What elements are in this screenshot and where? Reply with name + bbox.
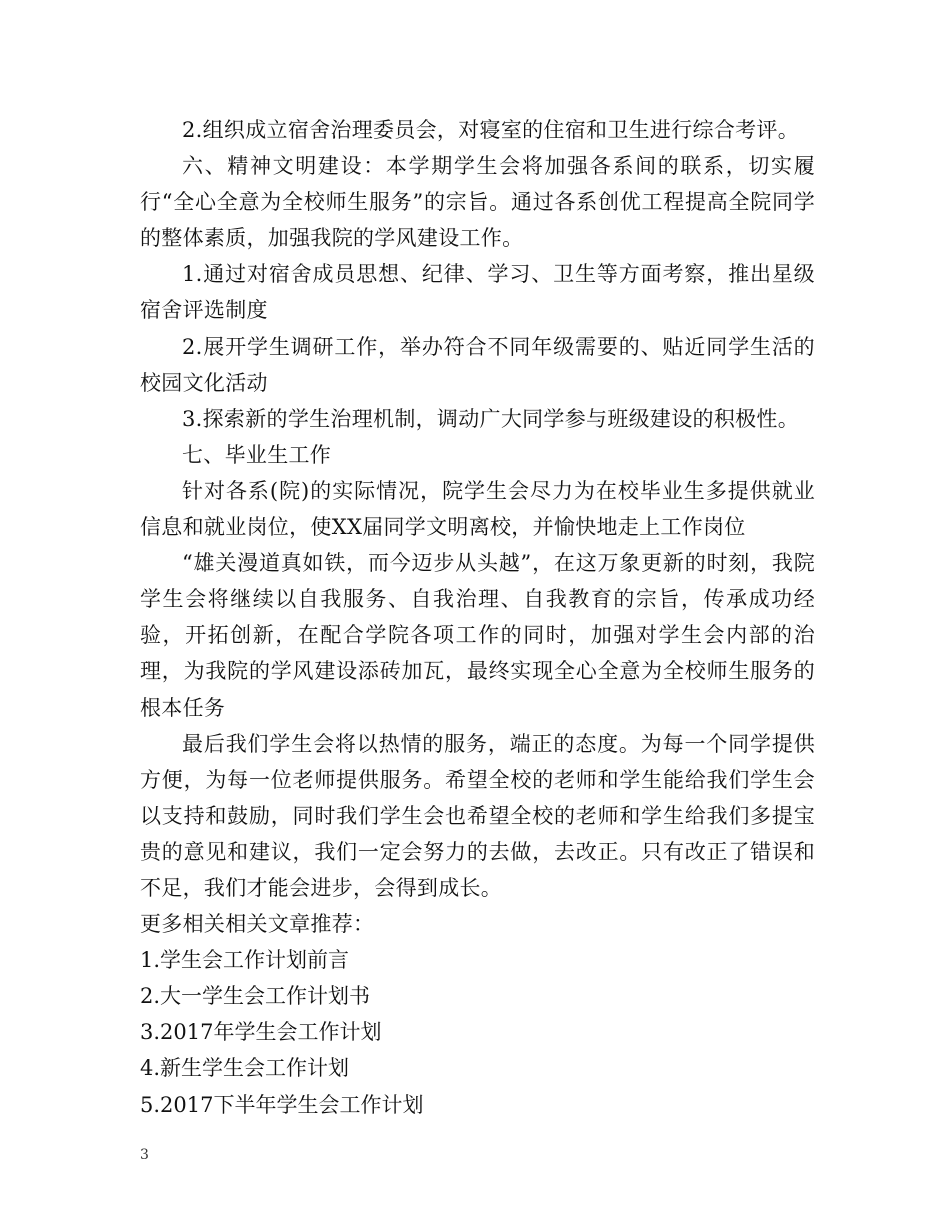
paragraph: 七、毕业生工作 [182,442,332,467]
related-link-item[interactable]: 4.新生学生会工作计划 [140,1056,350,1081]
paragraph: 六、精神文明建设：本学期学生会将加强各系间的联系，切实履行“全心全意为全校师生服务”的宗旨。通过各系创优工程提高全院同学的整体素质，加强我院的学风建设工作。 [140,154,815,251]
related-link-item[interactable]: 3.2017年学生会工作计划 [140,1020,382,1045]
page-number: 3 [140,1147,149,1163]
related-link-item[interactable]: 5.2017下半年学生会工作计划 [140,1092,424,1117]
paragraph: 3.探索新的学生治理机制，调动广大同学参与班级建设的积极性。 [182,406,800,431]
related-link-item[interactable]: 2.大一学生会工作计划书 [140,984,371,1009]
paragraph: 1.通过对宿舍成员思想、纪律、学习、卫生等方面考察，推出星级宿舍评选制度 [140,262,815,323]
related-heading: 更多相关相关文章推荐： [140,912,375,937]
paragraph: 2.组织成立宿舍治理委员会，对寝室的住宿和卫生进行综合考评。 [182,118,800,142]
paragraph: 最后我们学生会将以热情的服务，端正的态度。为每一个同学提供方便，为每一位老师提供服务。希望全校的老师和学生能给我们学生会以支持和鼓励，同时我们学生会也希望全校的老师和学生给我们多提宝贵的意见和建议，我们一定会努力的去做，去改正。只有改正了错误和不足，我们才能会进步，会得到成长。 [140,731,815,900]
paragraph: “雄关漫道真如铁，而今迈步从头越”，在这万象更新的时刻，我院学生会将继续以自我服务、自我治理、自我教育的宗旨，传承成功经验，开拓创新，在配合学院各项工作的同时，加强对学生会内部的治理，为我院的学风建设添砖加瓦，最终实现全心全意为全校师生服务的根本任务 [140,551,815,720]
document-body [140,112,815,1123]
paragraph: 2.展开学生调研工作，举办符合不同年级需要的、贴近同学生活的校园文化活动 [140,334,815,395]
paragraph: 针对各系(院)的实际情况，院学生会尽力为在校毕业生多提供就业信息和就业岗位，使XX届同学文明离校，并愉快地走上工作岗位 [140,478,815,540]
related-link-item[interactable]: 1.学生会工作计划前言 [140,948,350,973]
paragraph-list [140,112,815,906]
related-links-list [140,942,815,1122]
